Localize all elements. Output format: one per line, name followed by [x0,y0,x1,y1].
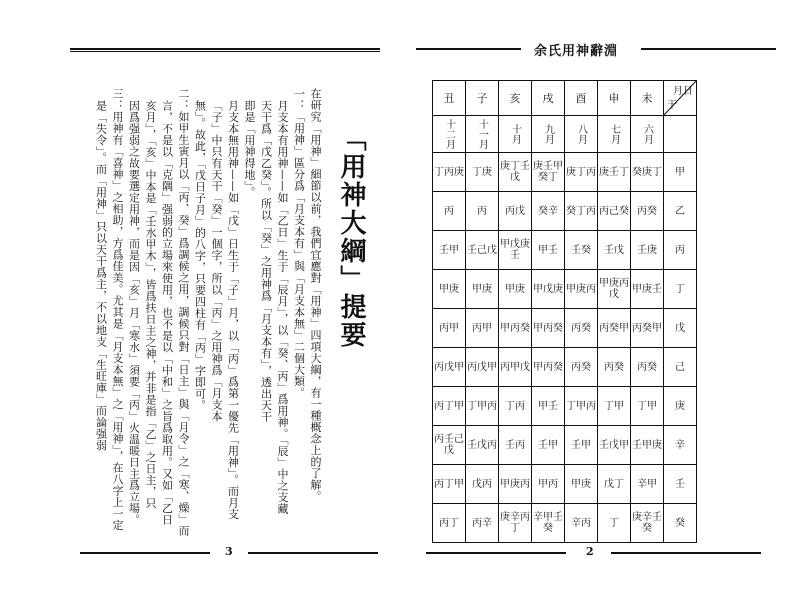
yongshen-cell: 丙戊 [499,192,532,231]
yongshen-cell: 丙辛 [466,504,499,543]
yongshen-cell: 壬癸 [565,231,598,270]
yongshen-cell: 丙癸甲 [631,309,664,348]
yongshen-cell: 甲丙癸 [532,309,565,348]
yongshen-cell: 甲庚 [499,270,532,309]
table-row [433,426,697,465]
text-column: 「子」中只有天干「癸」一個字，所以「丙」之用神爲「月支本 [210,100,223,422]
yongshen-cell: 辛丙 [565,504,598,543]
yongshen-cell: 甲丙癸 [499,309,532,348]
yongshen-cell: 壬己戊 [466,231,499,270]
left-page [0,0,396,606]
yongshen-cell: 丙丁甲 [433,465,466,504]
table-row [433,231,697,270]
yongshen-cell: 甲戊庚 [532,270,565,309]
corner-bottom-label: 干 [667,100,677,111]
month-name-cell [598,116,631,153]
day-stem-cell: 庚 [664,387,697,426]
day-stem-cell: 丁 [664,270,697,309]
yongshen-cell: 丁甲 [598,387,631,426]
yongshen-cell: 庚丁壬戊 [499,153,532,192]
day-stem-cell: 癸 [664,504,697,543]
book-title: 余氏用神辭淵 [534,44,619,59]
section-title: 「用神大綱」提要 [336,125,366,349]
yongshen-cell: 丙戊甲 [433,348,466,387]
text-column: 二：如甲生寅月以「丙、癸」爲調候之用，調候只對「日主」與「月令」之「寒、燥」而 [177,88,190,537]
yongshen-cell: 丙甲戊 [499,348,532,387]
yongshen-cell: 壬戊丙 [466,426,499,465]
month-name-text: 九月 [542,124,554,144]
text-column: 即是「用神得地」。 [243,100,256,198]
yongshen-cell: 丙甲 [433,309,466,348]
yongshen-cell: 甲庚丙 [565,270,598,309]
text-column: 三：用神有「喜神」之相助，方爲佳美。尤其是「月支本無」之「用神」，在八字上一定 [111,88,124,531]
yongshen-cell: 丙甲 [466,309,499,348]
yongshen-cell: 庚辛壬癸 [631,504,664,543]
month-branch-cell: 亥 [499,81,532,116]
yongshen-cell: 丙癸 [598,348,631,387]
yongshen-cell: 壬甲 [532,426,565,465]
page-number: 3 [225,545,233,558]
yongshen-cell: 壬甲庚 [631,426,664,465]
month-name-cell [466,116,499,153]
text-column: 亥月」，「亥」中本是「壬水甲木」，皆爲扶日主之神，并非是指「乙」之日主，只 [144,100,157,509]
header-rule [70,48,380,50]
yongshen-cell: 丙 [466,192,499,231]
footer-rule-left [426,552,566,554]
yongshen-cell: 辛甲壬癸 [532,504,565,543]
month-name-cell [532,116,565,153]
yongshen-cell: 庚丁丙 [565,153,598,192]
footer-rule-left [80,552,210,554]
month-branch-cell: 酉 [565,81,598,116]
yongshen-cell: 甲丙癸 [532,348,565,387]
yongshen-cell: 戊丁 [598,465,631,504]
day-stem-cell: 壬 [664,465,697,504]
yongshen-cell: 壬甲 [565,426,598,465]
month-name-row [433,116,697,153]
page-number: 2 [586,545,594,558]
yongshen-cell: 丙戊甲 [466,348,499,387]
yongshen-cell: 甲庚壬 [631,270,664,309]
yongshen-cell: 庚壬丁 [598,153,631,192]
yongshen-cell: 庚壬甲癸丁 [532,153,565,192]
yongshen-cell: 丙癸 [565,309,598,348]
left-footer [80,545,380,561]
table-row [433,348,697,387]
yongshen-cell: 壬戊 [598,231,631,270]
month-name-cell [631,116,664,153]
month-branch-cell: 子 [466,81,499,116]
yongshen-cell: 戊丙 [466,465,499,504]
header-rule-left [416,48,521,50]
yongshen-cell: 辛甲 [631,465,664,504]
text-column: 月支本無用神——如「戊」日生于「子」月，以「丙」爲第一優先「用神」。而月支 [226,100,240,520]
yongshen-cell: 丁甲丙 [565,387,598,426]
right-header [416,40,776,59]
yongshen-cell: 甲庚丙 [499,465,532,504]
table-row [433,309,697,348]
right-footer [426,545,766,561]
yongshen-cell: 壬甲 [433,231,466,270]
text-column: 因爲强弱之故要選定用神，而是因「亥」月「寒水」須要「丙」火温暖日主爲立場。 [127,100,141,526]
text-column: 無」。故此，「戊日子月」的八字，只要四柱有「丙」字即可。 [193,100,207,411]
month-name-cell [433,116,466,153]
yongshen-cell: 丙癸 [565,348,598,387]
footer-rule-right [248,552,378,554]
yongshen-cell: 丙丁甲 [433,387,466,426]
yongshen-cell: 甲庚 [565,465,598,504]
month-name-text: 七月 [608,124,620,144]
month-name-cell [565,116,598,153]
table-row [433,192,697,231]
yongshen-cell: 丁丙庚 [433,153,466,192]
yongshen-cell: 丙癸甲 [598,309,631,348]
yongshen-cell: 丙己癸 [598,192,631,231]
month-branch-cell: 戌 [532,81,565,116]
day-stem-cell: 乙 [664,192,697,231]
header-rule-right [641,48,776,50]
day-stem-cell: 甲 [664,153,697,192]
yongshen-cell: 甲丙 [532,465,565,504]
yongshen-cell: 壬戊甲 [598,426,631,465]
month-name-text: 十月 [509,124,521,144]
yongshen-cell: 丁丙 [499,387,532,426]
header-rule-thin [70,51,380,52]
yongshen-table [432,80,697,543]
yongshen-cell: 丁 [598,504,631,543]
yongshen-cell: 壬丙 [499,426,532,465]
yongshen-cell: 癸丁丙 [565,192,598,231]
table-row [433,504,697,543]
table-row [433,270,697,309]
yongshen-cell: 癸辛 [532,192,565,231]
yongshen-cell: 甲庚 [433,270,466,309]
day-stem-cell: 戊 [664,309,697,348]
text-column: 在研究「用神」細節以前，我們宜應對「用神」四項大綱，有一種概念上的了解。 [309,88,322,502]
day-stem-cell: 己 [664,348,697,387]
yongshen-cell: 甲壬 [532,387,565,426]
yongshen-cell: 丙癸 [631,192,664,231]
month-name-text: 十一月 [476,119,488,149]
text-column: 一：「用神」區分爲「月支本有」與「月支本無」二個大類。 [292,88,306,399]
day-stem-cell: 辛 [664,426,697,465]
month-name-text: 八月 [575,124,587,144]
month-name-text: 六月 [641,124,653,144]
table-row [433,153,697,192]
month-branch-cell: 丑 [433,81,466,116]
corner-top-label: 月日 [673,86,693,97]
text-column: 是「失令」。而「用神」只以天干爲主，不以地支「生旺庫」而論强弱 [94,100,108,451]
yongshen-cell: 丙癸 [631,348,664,387]
corner-cell [664,81,697,116]
yongshen-cell: 癸庚丁 [631,153,664,192]
yongshen-cell: 丁甲 [631,387,664,426]
left-header [70,40,380,56]
month-name-text: 十二月 [443,119,455,149]
month-name-cell [499,116,532,153]
yongshen-cell: 甲庚 [466,270,499,309]
blank-cell [664,116,697,153]
footer-rule-right [611,552,761,554]
yongshen-cell: 甲壬 [532,231,565,270]
day-stem-cell: 丙 [664,231,697,270]
yongshen-cell: 庚辛丙丁 [499,504,532,543]
yongshen-cell: 丙丁 [433,504,466,543]
yongshen-cell: 丙壬己戊 [433,426,466,465]
table-row [433,387,697,426]
yongshen-cell: 壬庚 [631,231,664,270]
month-branch-cell: 未 [631,81,664,116]
table-row [433,465,697,504]
text-column: 月支本有用神——如「乙日」生于「辰月」，以「癸、丙」爲用神。「辰」中之支藏 [276,100,289,515]
yongshen-cell: 丁庚 [466,153,499,192]
month-branch-cell: 申 [598,81,631,116]
table-header-row [433,81,697,116]
text-column: 天干爲「戊乙癸」。所以「癸」之用神爲「月支本有」，透出天干 [259,100,273,423]
yongshen-cell: 甲戊庚壬 [499,231,532,270]
yongshen-cell: 丁甲丙 [466,387,499,426]
text-column: 言，不是以「克隅」强弱的立場來使用，也不是以「中和」之旨爲取用。又如「乙日 [160,100,174,526]
yongshen-cell: 甲庚丙戊 [598,270,631,309]
yongshen-cell: 丙 [433,192,466,231]
